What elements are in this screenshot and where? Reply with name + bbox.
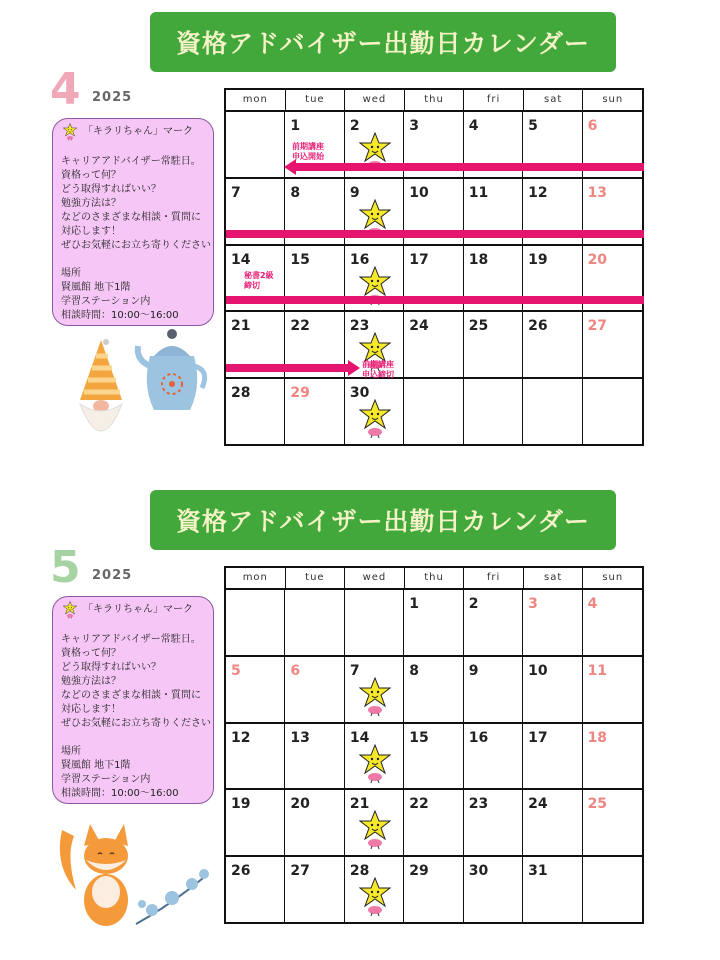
info-line: どう取得すればいい？ xyxy=(61,184,161,195)
day-cell xyxy=(523,312,582,379)
event-bar xyxy=(226,230,644,238)
day-cell xyxy=(464,857,523,924)
day-cell xyxy=(285,379,344,446)
info-box xyxy=(52,118,214,326)
weekday-thu: thu xyxy=(405,568,465,588)
day-number: 13 xyxy=(587,184,608,201)
day-number: 22 xyxy=(290,318,310,335)
info-line: 勉強方法は？ xyxy=(61,676,121,687)
day-number: 30 xyxy=(468,863,489,880)
day-number: 8 xyxy=(409,662,420,679)
info-line: などのさまざまな相談・質問に xyxy=(61,690,201,701)
day-number: 16 xyxy=(468,729,489,746)
day-cell xyxy=(345,790,404,857)
day-number: 28 xyxy=(231,385,251,402)
weekday-sun: sun xyxy=(602,572,624,583)
day-cell xyxy=(464,379,523,446)
day-cell xyxy=(583,312,642,379)
info-line: ぜひお気軽にお立ち寄りください xyxy=(61,240,211,251)
day-number: 25 xyxy=(468,318,489,335)
event-bar xyxy=(226,364,350,372)
day-cell xyxy=(583,379,642,446)
day-cell xyxy=(226,657,285,724)
day-cell xyxy=(226,112,285,179)
info-line: 対応します！ xyxy=(61,704,121,715)
day-cell xyxy=(523,790,582,857)
day-grid xyxy=(226,590,642,924)
day-number: 10 xyxy=(409,184,429,201)
day-number: 1 xyxy=(409,596,420,612)
mark-legend xyxy=(61,123,205,141)
day-number: 6 xyxy=(290,662,301,679)
place-line: 賢風館 地下1階 xyxy=(61,760,131,771)
place-line: 学習ステーション内 xyxy=(61,774,151,785)
day-cell xyxy=(404,590,463,657)
day-number: 11 xyxy=(468,184,489,201)
day-cell xyxy=(464,590,523,657)
place-title: 場所 xyxy=(61,746,81,757)
day-cell xyxy=(464,657,523,724)
day-number: 26 xyxy=(231,863,251,880)
kirari-star-icon xyxy=(61,601,79,619)
day-number: 29 xyxy=(290,385,310,402)
kirari-star-icon xyxy=(359,399,391,439)
place-line: 学習ステーション内 xyxy=(61,296,151,307)
day-cell xyxy=(523,724,582,791)
day-cell xyxy=(523,857,582,924)
day-number: 27 xyxy=(587,318,608,335)
weekday-header xyxy=(226,568,642,590)
mark-label: 「キラリちゃん」マーク xyxy=(83,126,193,137)
info-line: 資格って何？ xyxy=(61,648,121,659)
day-number: 21 xyxy=(349,796,370,813)
day-cell xyxy=(464,312,523,379)
day-cell xyxy=(285,724,344,791)
weekday-sun: sun xyxy=(602,94,624,105)
note-apr14: 秘書2級 締切 xyxy=(244,271,274,290)
place-line: 賢風館 地下1階 xyxy=(61,282,131,293)
day-number: 22 xyxy=(409,796,429,813)
calendar-may xyxy=(224,566,644,924)
day-number: 25 xyxy=(587,796,608,813)
day-number: 19 xyxy=(231,796,251,813)
event-bar xyxy=(226,296,644,304)
day-cell xyxy=(464,790,523,857)
mark-legend xyxy=(61,601,205,619)
fox-icon xyxy=(56,816,142,928)
day-number: 12 xyxy=(528,184,548,201)
info-box xyxy=(52,596,214,804)
day-cell xyxy=(523,657,582,724)
weekday-tue: tue xyxy=(286,568,346,588)
teapot-icon xyxy=(132,326,212,416)
weekday-mon: mon xyxy=(226,90,286,110)
day-number: 6 xyxy=(587,118,598,134)
day-number: 13 xyxy=(290,729,310,746)
day-number: 12 xyxy=(231,729,251,746)
mark-label: 「キラリちゃん」マーク xyxy=(83,604,193,615)
day-cell xyxy=(404,657,463,724)
month-number: 5 xyxy=(50,542,81,593)
day-number: 2 xyxy=(468,596,479,612)
day-number: 7 xyxy=(349,662,360,679)
may-section xyxy=(0,478,720,948)
day-cell xyxy=(345,379,404,446)
day-number: 7 xyxy=(231,184,241,201)
day-number: 23 xyxy=(468,796,489,813)
gnome-icon xyxy=(70,338,132,446)
weekday-header xyxy=(226,90,642,112)
day-number: 5 xyxy=(528,118,538,134)
day-cell xyxy=(285,790,344,857)
day-cell xyxy=(523,379,582,446)
flower-branch-icon xyxy=(132,864,212,928)
day-number: 27 xyxy=(290,863,310,880)
day-number: 2 xyxy=(349,118,360,134)
day-cell xyxy=(285,590,344,657)
day-number: 5 xyxy=(231,662,241,679)
weekday-sat: sat xyxy=(524,568,584,588)
day-cell xyxy=(226,379,285,446)
day-number: 4 xyxy=(587,596,598,612)
place-title: 場所 xyxy=(61,268,81,279)
day-cell xyxy=(285,857,344,924)
place-line: 相談時間：10:00～16:00 xyxy=(61,310,179,321)
page-title: 資格アドバイザー出勤日カレンダー xyxy=(150,490,616,550)
day-number: 3 xyxy=(528,596,538,612)
day-number: 23 xyxy=(349,318,370,335)
day-cell xyxy=(404,379,463,446)
info-line: キャリアアドバイザー常駐日。 xyxy=(61,634,201,645)
day-number: 16 xyxy=(349,251,370,268)
day-number: 18 xyxy=(587,729,608,746)
april-section xyxy=(0,0,720,470)
event-bar xyxy=(292,163,644,171)
weekday-fri: fri xyxy=(464,90,524,110)
day-number: 10 xyxy=(528,662,548,679)
info-line: キャリアアドバイザー常駐日。 xyxy=(61,156,201,167)
place-line: 相談時間：10:00～16:00 xyxy=(61,788,179,799)
calendar-april xyxy=(224,88,644,446)
weekday-fri: fri xyxy=(464,568,524,588)
day-cell xyxy=(523,590,582,657)
info-line: ぜひお気軽にお立ち寄りください xyxy=(61,718,211,729)
day-number: 9 xyxy=(349,184,360,201)
day-cell xyxy=(464,724,523,791)
day-cell xyxy=(285,657,344,724)
kirari-star-icon xyxy=(359,877,391,917)
day-cell xyxy=(226,590,285,657)
day-number: 17 xyxy=(528,729,548,746)
day-cell xyxy=(583,790,642,857)
day-number: 1 xyxy=(290,118,301,134)
day-number: 11 xyxy=(587,662,608,679)
day-number: 21 xyxy=(231,318,251,335)
note-apr1: 前期講座 申込開始 xyxy=(292,142,324,161)
day-number: 30 xyxy=(349,385,370,402)
day-cell xyxy=(345,857,404,924)
info-line: 資格って何？ xyxy=(61,170,121,181)
day-number: 9 xyxy=(468,662,479,679)
note-apr23: 前期講座 申込締切 xyxy=(362,360,394,379)
kirari-star-icon xyxy=(359,810,391,850)
arrow-right-icon xyxy=(348,360,360,376)
page-title: 資格アドバイザー出勤日カレンダー xyxy=(150,12,616,72)
day-cell xyxy=(583,724,642,791)
day-number: 4 xyxy=(468,118,479,134)
day-number: 29 xyxy=(409,863,429,880)
kirari-star-icon xyxy=(61,123,79,141)
day-number: 14 xyxy=(231,251,251,268)
day-cell xyxy=(226,790,285,857)
day-number: 20 xyxy=(290,796,310,813)
day-cell xyxy=(404,312,463,379)
day-cell xyxy=(583,590,642,657)
month-number: 4 xyxy=(50,64,81,115)
day-number: 20 xyxy=(587,251,608,268)
day-number: 24 xyxy=(528,796,548,813)
info-line: どう取得すればいい？ xyxy=(61,662,161,673)
kirari-star-icon xyxy=(359,744,391,784)
day-cell xyxy=(345,724,404,791)
weekday-wed: wed xyxy=(345,90,405,110)
year-label: 2025 xyxy=(92,568,133,583)
day-number: 15 xyxy=(409,729,429,746)
info-line: 対応します！ xyxy=(61,226,121,237)
day-number: 24 xyxy=(409,318,429,335)
day-number: 3 xyxy=(409,118,420,134)
day-number: 19 xyxy=(528,251,548,268)
day-number: 15 xyxy=(290,251,310,268)
day-cell xyxy=(345,657,404,724)
weekday-tue: tue xyxy=(286,90,346,110)
day-number: 17 xyxy=(409,251,429,268)
day-number: 26 xyxy=(528,318,548,335)
day-cell xyxy=(404,724,463,791)
day-number: 14 xyxy=(349,729,370,746)
day-cell xyxy=(404,857,463,924)
kirari-star-icon xyxy=(359,677,391,717)
weekday-wed: wed xyxy=(345,568,405,588)
weekday-thu: thu xyxy=(405,90,465,110)
day-cell xyxy=(583,857,642,924)
day-number: 31 xyxy=(528,863,548,880)
day-cell xyxy=(583,657,642,724)
day-number: 8 xyxy=(290,184,301,201)
day-cell xyxy=(226,857,285,924)
day-number: 18 xyxy=(468,251,489,268)
info-line: 勉強方法は？ xyxy=(61,198,121,209)
day-cell xyxy=(226,724,285,791)
day-cell xyxy=(345,590,404,657)
day-number: 28 xyxy=(349,863,370,880)
weekday-sat: sat xyxy=(524,90,584,110)
day-cell xyxy=(404,790,463,857)
year-label: 2025 xyxy=(92,90,133,105)
info-line: などのさまざまな相談・質問に xyxy=(61,212,201,223)
weekday-mon: mon xyxy=(226,568,286,588)
